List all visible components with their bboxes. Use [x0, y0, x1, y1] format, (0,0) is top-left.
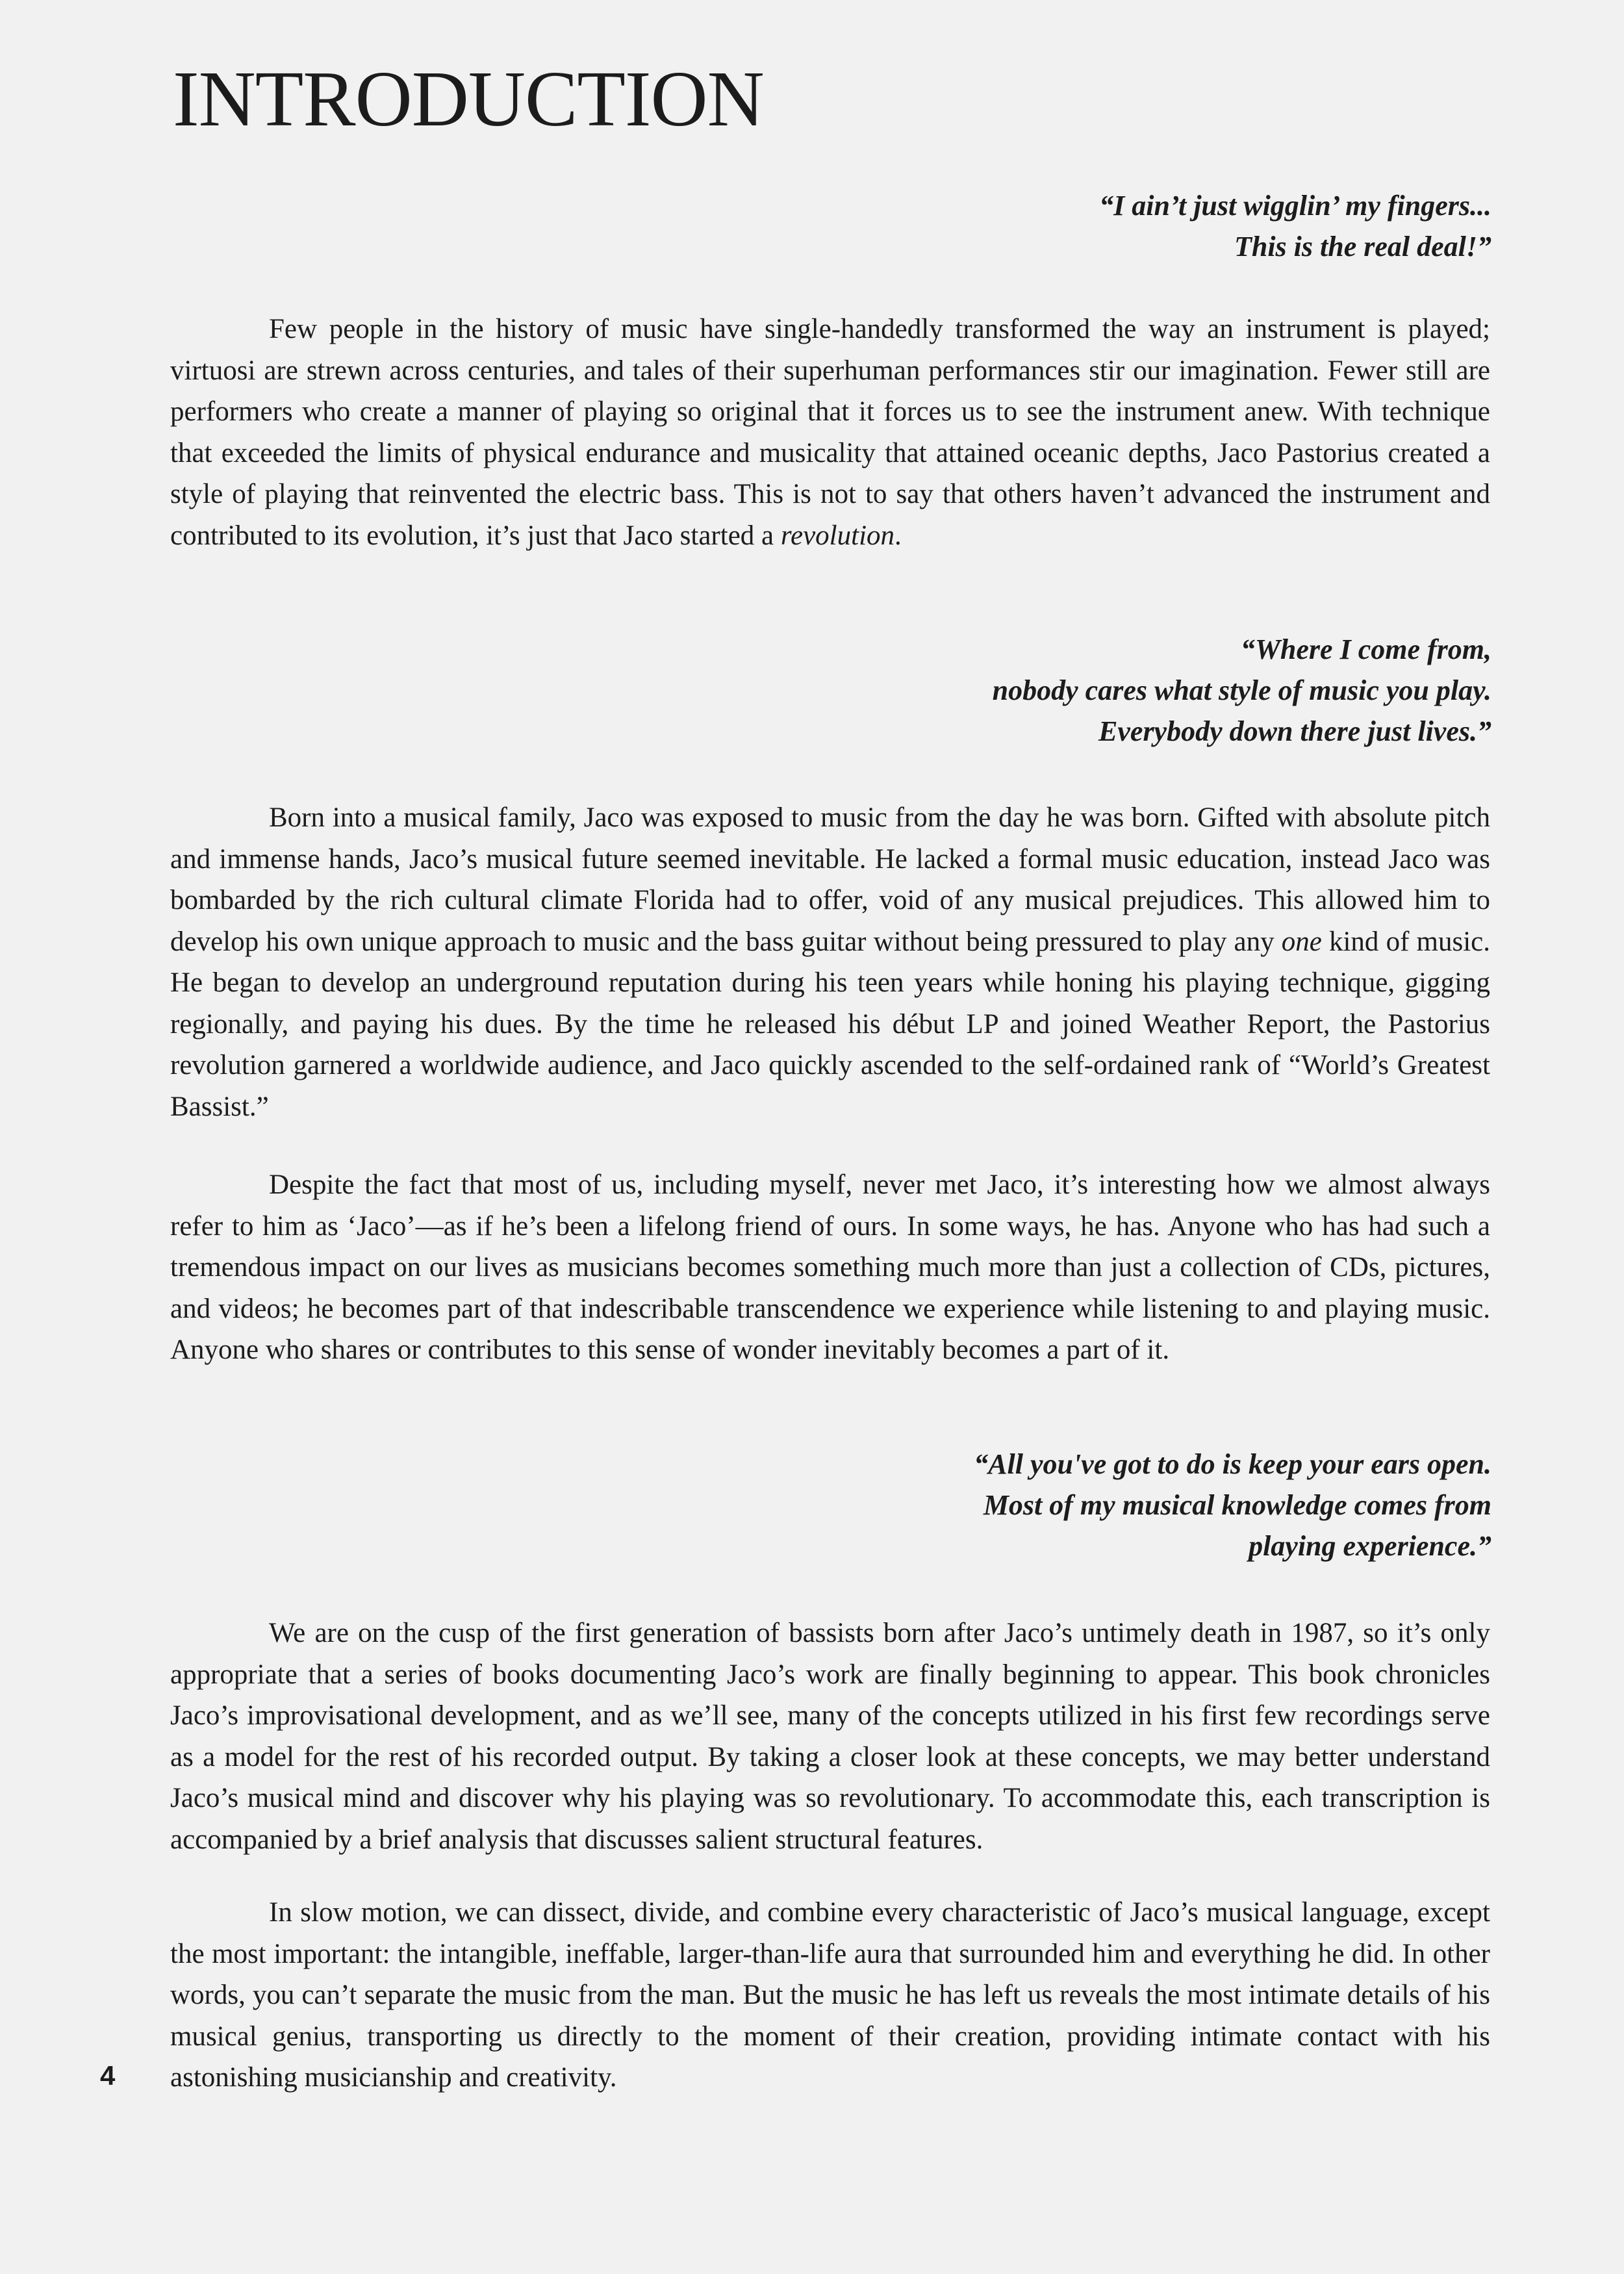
- epigraph-quote-3: [974, 1444, 1491, 1566]
- epigraph-quote-1: [1099, 185, 1491, 267]
- quote-line: “Where I come from,: [1240, 633, 1491, 665]
- quote-line: nobody cares what style of music you play.: [992, 674, 1491, 706]
- page-number: 4: [100, 2060, 116, 2091]
- italic-word-revolution: revolution: [780, 520, 895, 551]
- paragraph-text: Born into a musical family, Jaco was exposed to music from the day he was born. Gifted with absolute pitch and immense hands, Jaco’s musical future seemed inevitable. He lacked a formal music education, instead Jaco was bombarded by the rich cultural climate Florida had to offer, void of any musical prejudices. This allowed him to develop his own unique approach to music and the bass guitar without being pressured to play any: [170, 802, 1490, 957]
- quote-line: “All you've got to do is keep your ears open.: [974, 1448, 1491, 1480]
- paragraph-4: We are on the cusp of the first generation of bassists born after Jaco’s untimely death in 1987, so it’s only appropriate that a series of books documenting Jaco’s work are finally beginning to appear. This book chronicles Jaco’s improvisational development, and as we’ll see, many of the concepts utilized in his first few recordings serve as a model for the rest of his recorded output. By taking a closer look at these concepts, we may better understand Jaco’s musical mind and discover why his playing was so revolutionary. To accommodate this, each transcription is accompanied by a brief analysis that discusses salient structural features.: [170, 1618, 1490, 1855]
- paragraph-2: [170, 797, 1490, 1127]
- paragraph-text: kind of music. He began to develop an underground reputation during his teen years while honing his playing technique, gigging regionally, and paying his dues. By the time he released his début LP and joined Weather Report, the Pastorius revolution garnered a worldwide audience, and Jaco quickly ascended to the self-ordained rank of “World’s Greatest Bassist.”: [170, 926, 1490, 1122]
- quote-line: This is the real deal!”: [1234, 231, 1491, 262]
- italic-word-one: one: [1281, 926, 1322, 957]
- quote-line: Everybody down there just lives.”: [1098, 715, 1491, 747]
- quote-line: Most of my musical knowledge comes from: [983, 1489, 1491, 1521]
- epigraph-quote-2: [993, 629, 1491, 752]
- paragraph-5: In slow motion, we can dissect, divide, and combine every characteristic of Jaco’s musical language, except the most important: the intangible, ineffable, larger-than-life aura that surrounded him and everything he did. In other words, you can’t separate the music from the man. But the music he has left us reveals the most intimate details of his musical genius, transporting us directly to the moment of their creation, providing intimate contact with his astonishing musicianship and creativity.: [170, 1897, 1490, 2093]
- paragraph-3: Despite the fact that most of us, including myself, never met Jaco, it’s interesting how we almost always refer to him as ‘Jaco’—as if he’s been a lifelong friend of ours. In some ways, he has. Anyone who has had such a tremendous impact on our lives as musicians becomes something much more than just a collection of CDs, pictures, and videos; he becomes part of that indescribable transcendence we experience while listening to and playing music. Anyone who shares or contributes to this sense of wonder inevitably becomes a part of it.: [170, 1169, 1490, 1365]
- quote-line: playing experience.”: [1249, 1530, 1491, 1562]
- page-title: INTRODUCTION: [173, 55, 764, 143]
- paragraph-text: .: [894, 520, 902, 551]
- quote-line: “I ain’t just wigglin’ my fingers...: [1099, 190, 1491, 222]
- paragraph-1: [170, 309, 1490, 556]
- paragraph-text: Few people in the history of music have single-handedly transformed the way an instrument is played; virtuosi are strewn across centuries, and tales of their superhuman performances stir our imagination. Fewer still are performers who create a manner of playing so original that it forces us to see the instrument anew. With technique that exceeded the limits of physical endurance and musicality that attained oceanic depths, Jaco Pastorius created a style of playing that reinvented the electric bass. This is not to say that others haven’t advanced the instrument and contributed to its evolution, it’s just that Jaco started a: [170, 314, 1490, 551]
